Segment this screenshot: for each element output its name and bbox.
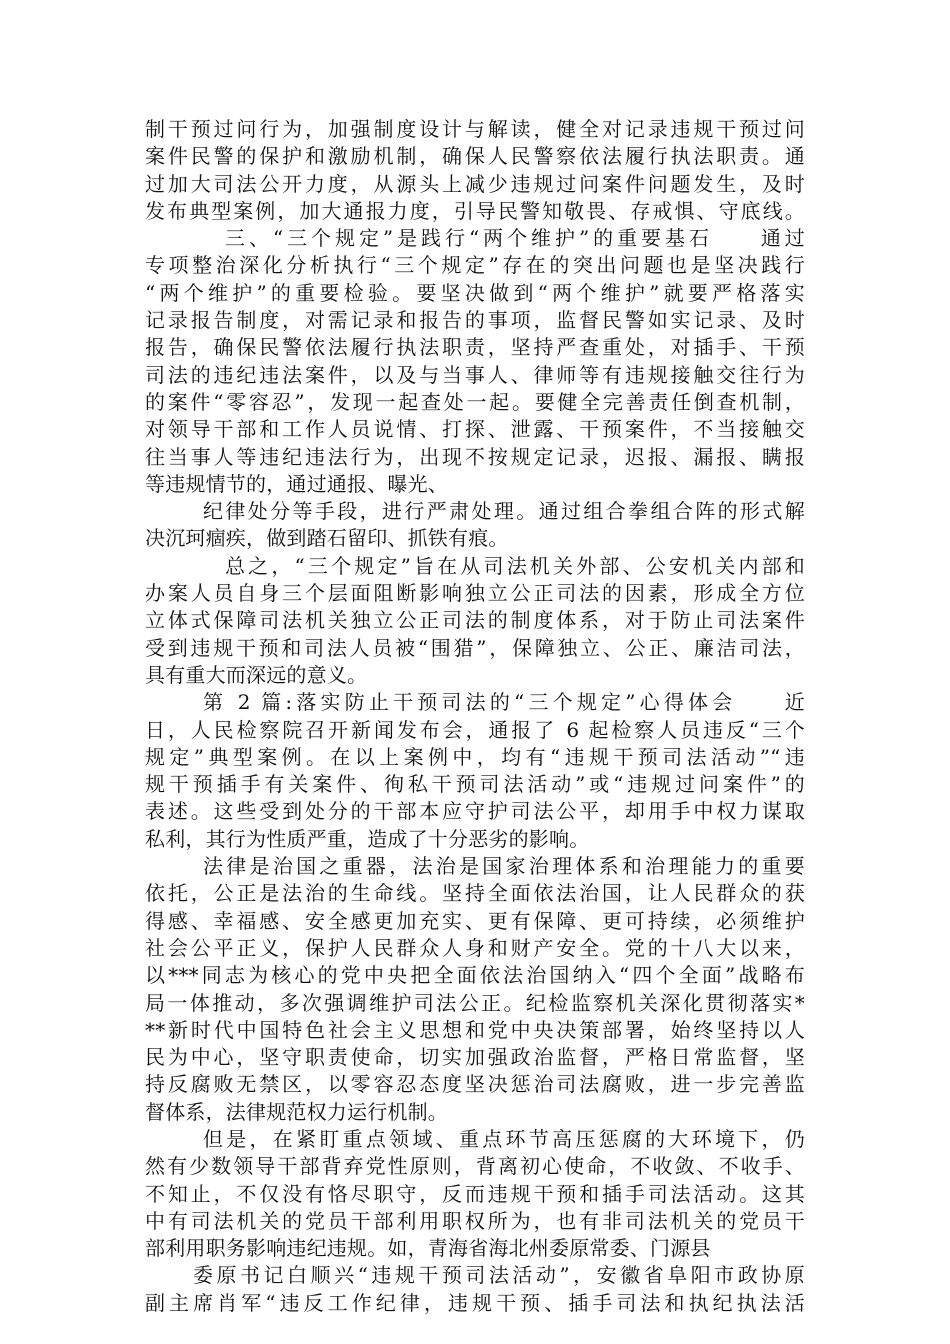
text-line: “两个维护”的重要检验。要坚决做到“两个维护”就要严格落实 [145, 280, 805, 305]
text-line: 私利，其行为性质严重，造成了十分恶劣的影响。 [145, 826, 590, 851]
text-line: 报告，确保民警依法履行执法职责，坚持严查重处，对插手、干预 [145, 335, 805, 360]
text-line: 但是，在紧盯重点领域、重点环节高压惩腐的大环境下，仍 [203, 1126, 805, 1151]
text-line: 持反腐败无禁区，以零容忍态度坚决惩治司法腐败，进一步完善监 [145, 1072, 805, 1097]
text-line: 三、“三个规定”是践行“两个维护”的重要基石 通过 [225, 226, 805, 251]
text-line: 办案人员自身三个层面阻断影响独立公正司法的因素，形成全方位 [145, 581, 805, 606]
text-line: 规干预插手有关案件、徇私干预司法活动”或“违规过问案件”的 [145, 772, 805, 797]
text-line: 督体系，法律规范权力运行机制。 [145, 1099, 448, 1124]
text-line: 司法的违纪违法案件，以及与当事人、律师等有违规接触交往行为 [145, 362, 805, 387]
text-line: 规定”典型案例。在以上案例中，均有“违规干预司法活动”“违 [145, 744, 805, 769]
text-line: 社会公平正义，保护人民群众人身和财产安全。党的十八大以来， [145, 935, 805, 960]
text-line: 不知止，不仅没有恪尽职守，反而违规干预和插手司法活动。这其 [145, 1181, 805, 1206]
text-line: 对领导干部和工作人员说情、打探、泄露、干预案件，不当接触交 [145, 417, 805, 442]
text-line: 总之，“三个规定”旨在从司法机关外部、公安机关内部和 [225, 553, 805, 578]
text-line: 副主席肖军“违反工作纪律，违规干预、插手司法和执纪执法活 [145, 1290, 805, 1315]
text-line: 案件民警的保护和激励机制，确保人民警察依法履行执法职责。通 [145, 144, 805, 169]
text-line: 过加大司法公开力度，从源头上减少违规过问案件问题发生，及时 [145, 171, 805, 196]
text-line: 局一体推动，多次强调维护司法公正。纪检监察机关深化贯彻落实* [145, 990, 805, 1015]
text-line: 制干预过问行为，加强制度设计与解读，健全对记录违规干预过问 [145, 117, 805, 141]
text-line: 的案件“零容忍”，发现一起查处一起。要健全完善责任倒查机制， [145, 389, 805, 414]
text-line: 决沉珂痼疾，做到踏石留印、抓铁有痕。 [145, 526, 509, 551]
text-line: 纪律处分等手段，进行严肃处理。通过组合拳组合阵的形式解 [203, 499, 805, 524]
text-line: 民为中心，坚守职责使命，切实加强政治监督，严格日常监督，坚 [145, 1045, 805, 1070]
text-line: 受到违规干预和司法人员被“围猎”，保障独立、公正、廉洁司法， [145, 635, 805, 660]
text-line: 中有司法机关的党员干部利用职权所为，也有非司法机关的党员干 [145, 1208, 805, 1233]
text-line: 往当事人等违纪违法行为，出现不按规定记录，迟报、漏报、瞒报 [145, 444, 805, 469]
text-line: 发布典型案例，加大通报力度，引导民警知敬畏、存戒惧、守底线。 [145, 198, 805, 223]
text-line: 第 2 篇:落实防止干预司法的“三个规定”心得体会 近 [203, 690, 805, 715]
text-line: 专项整治深化分析执行“三个规定”存在的突出问题也是坚决践行 [145, 253, 805, 278]
text-line: 委原书记白顺兴“违规干预司法活动”，安徽省阜阳市政协原 [193, 1263, 805, 1288]
text-line: 具有重大而深远的意义。 [145, 662, 368, 687]
text-line: 记录报告制度，对需记录和报告的事项，监督民警如实记录、及时 [145, 308, 805, 333]
text-line: **新时代中国特色社会主义思想和党中央决策部署，始终坚持以人 [145, 1017, 805, 1042]
text-line: 得感、幸福感、安全感更加充实、更有保障、更可持续，必须维护 [145, 908, 805, 933]
text-line: 依托，公正是法治的生命线。坚持全面依法治国，让人民群众的获 [145, 881, 805, 906]
text-line: 以***同志为核心的党中央把全面依法治国纳入“四个全面”战略布 [145, 963, 805, 988]
text-line: 日，人民检察院召开新闻发布会，通报了 6 起检察人员违反“三个 [145, 717, 805, 742]
text-line: 部利用职务影响违纪违规。如，青海省海北州委原常委、门源县 [145, 1236, 711, 1261]
text-line: 表述。这些受到处分的干部本应守护司法公平，却用手中权力谋取 [145, 799, 805, 824]
text-line: 立体式保障司法机关独立公正司法的制度体系，对于防止司法案件 [145, 608, 805, 633]
text-line: 然有少数领导干部背弃党性原则，背离初心使命，不收敛、不收手、 [145, 1154, 805, 1179]
text-line: 法律是治国之重器，法治是国家治理体系和治理能力的重要 [203, 854, 805, 879]
text-line: 等违规情节的，通过通报、曝光、 [145, 471, 448, 496]
document-body [145, 116, 805, 1317]
